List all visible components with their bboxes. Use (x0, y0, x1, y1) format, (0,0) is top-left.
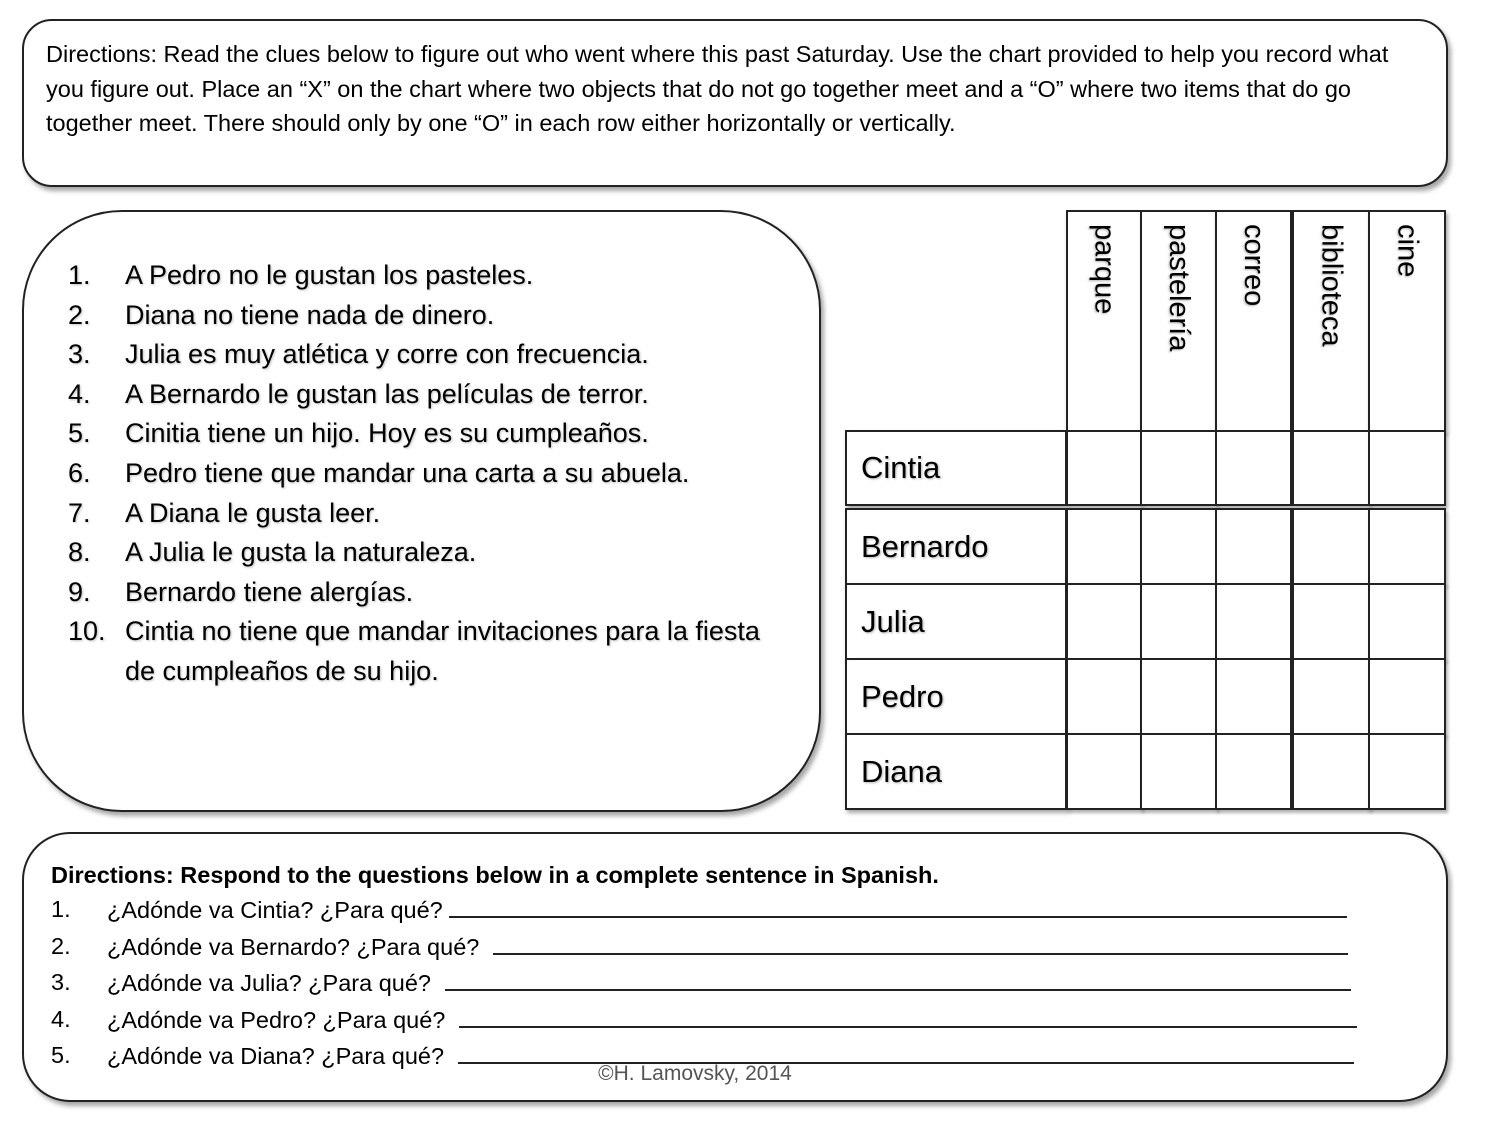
row-label: Julia (861, 603, 925, 639)
clue-text: Cintia no tiene que mandar invitaciones para la fiesta de cumpleaños de su hijo. (125, 616, 760, 686)
column-header-parque (1066, 210, 1142, 432)
clue-number: 7. (68, 497, 91, 528)
grid-cell[interactable] (1066, 658, 1142, 735)
clue-number: 8. (68, 537, 91, 568)
question-number: 2. (51, 932, 71, 959)
clue-number: 3. (68, 339, 91, 370)
grid-cell[interactable] (1368, 430, 1446, 506)
clues-box (22, 210, 821, 812)
directions-text: Directions: Read the clues below to figure out who went where this past Saturday. Use the chart provided to help you record what you figure out. Place an “X” on the chart where two objects that do not go together meet and a “O” where two items that do go together meet. There should only by one “O” in each row either horizontally or vertically. (46, 41, 1389, 136)
clue-number: 4. (68, 378, 91, 409)
questions-box (22, 832, 1448, 1102)
answer-line[interactable] (458, 1038, 1354, 1064)
column-label: biblioteca (1315, 224, 1348, 347)
row-header-pedro (845, 658, 1067, 735)
grid-cell[interactable] (1066, 508, 1142, 585)
row-header-bernardo (845, 508, 1067, 585)
clue-text: A Bernardo le gustan las películas de terror. (125, 378, 649, 409)
clue-text: A Diana le gusta leer. (125, 497, 381, 528)
grid-cell[interactable] (1140, 430, 1217, 506)
clue-number: 10. (68, 616, 106, 647)
clue-number: 2. (68, 299, 91, 330)
answer-line[interactable] (445, 965, 1351, 991)
question-number: 5. (51, 1042, 71, 1068)
clue-number: 5. (68, 418, 91, 449)
question-item (51, 892, 1357, 929)
clue-text: Pedro tiene que mandar una carta a su abuela. (125, 457, 690, 488)
row-header-cintia (845, 430, 1067, 506)
grid-cell[interactable] (1215, 733, 1292, 810)
grid-cell[interactable] (1140, 508, 1217, 585)
clue-text: Bernardo tiene alergías. (125, 576, 414, 607)
column-header-pasteleria (1140, 210, 1217, 432)
question-number: 1. (51, 896, 71, 922)
question-number: 3. (51, 969, 71, 995)
grid-cell[interactable] (1292, 658, 1370, 735)
grid-cell[interactable] (1066, 430, 1142, 506)
grid-cell[interactable] (1292, 430, 1370, 506)
copyright-text: ©H. Lamovsky, 2014 (598, 1062, 792, 1085)
clue-text: Cinitia tiene un hijo. Hoy es su cumpleaños. (125, 418, 649, 449)
clue-item (68, 375, 788, 415)
logic-grid (845, 210, 1446, 810)
grid-cell[interactable] (1140, 658, 1217, 735)
answer-line[interactable] (493, 929, 1348, 955)
column-label: cine (1391, 224, 1424, 278)
clue-item (68, 533, 788, 573)
questions-heading: Directions: Respond to the questions below in a complete sentence in Spanish. (51, 862, 939, 888)
column-label: correo (1238, 224, 1270, 307)
column-label: parque (1088, 224, 1121, 315)
column-header-correo (1215, 210, 1292, 432)
clue-item (68, 296, 788, 336)
grid-cell[interactable] (1368, 508, 1446, 585)
grid-cell[interactable] (1066, 733, 1142, 810)
row-label: Diana (861, 753, 942, 789)
clue-list (68, 256, 788, 692)
clue-text: Diana no tiene nada de dinero. (125, 299, 495, 330)
grid-cell[interactable] (1140, 733, 1217, 810)
question-item (51, 929, 1357, 966)
clue-text: A Pedro no le gustan los pasteles. (125, 260, 534, 290)
clue-text: A Julia le gusta la naturaleza. (125, 537, 477, 568)
clue-number: 6. (68, 457, 91, 488)
grid-cell[interactable] (1215, 583, 1292, 660)
clue-item (68, 612, 788, 691)
row-label: Bernardo (861, 528, 989, 564)
question-item (51, 965, 1357, 1002)
row-header-diana (845, 733, 1067, 810)
column-header-cine (1368, 210, 1446, 432)
question-item (51, 1002, 1357, 1039)
directions-box (22, 19, 1448, 187)
grid-cell[interactable] (1292, 508, 1370, 585)
question-text: ¿Adónde va Cintia? ¿Para qué? (107, 897, 443, 923)
row-label: Pedro (861, 678, 944, 714)
grid-cell[interactable] (1292, 733, 1370, 810)
column-header-biblioteca (1292, 210, 1370, 432)
clue-item (68, 256, 788, 296)
row-header-julia (845, 583, 1067, 660)
grid-cell[interactable] (1292, 583, 1370, 660)
question-text: ¿Adónde va Diana? ¿Para qué? (107, 1043, 445, 1069)
grid-cell[interactable] (1368, 583, 1446, 660)
question-text: ¿Adónde va Bernardo? ¿Para qué? (107, 933, 480, 960)
grid-cell[interactable] (1368, 733, 1446, 810)
clue-item (68, 454, 788, 494)
clue-item (68, 573, 788, 613)
question-text: ¿Adónde va Pedro? ¿Para qué? (107, 1006, 446, 1033)
clue-item (68, 335, 788, 375)
grid-cell[interactable] (1140, 583, 1217, 660)
clue-number: 9. (68, 576, 91, 607)
grid-cell[interactable] (1215, 658, 1292, 735)
answer-line[interactable] (449, 892, 1347, 918)
column-label: pastelería (1163, 224, 1195, 352)
question-number: 4. (51, 1005, 71, 1032)
clue-item (68, 494, 788, 534)
question-text: ¿Adónde va Julia? ¿Para qué? (107, 970, 431, 996)
grid-cell[interactable] (1368, 658, 1446, 735)
grid-cell[interactable] (1215, 430, 1292, 506)
question-list (51, 892, 1357, 1075)
row-label: Cintia (861, 450, 941, 485)
answer-line[interactable] (459, 1002, 1357, 1028)
clue-number: 1. (68, 260, 91, 290)
clue-text: Julia es muy atlética y corre con frecuencia. (125, 339, 649, 370)
grid-cell[interactable] (1215, 508, 1292, 585)
grid-cell[interactable] (1066, 583, 1142, 660)
clue-item (68, 414, 788, 454)
